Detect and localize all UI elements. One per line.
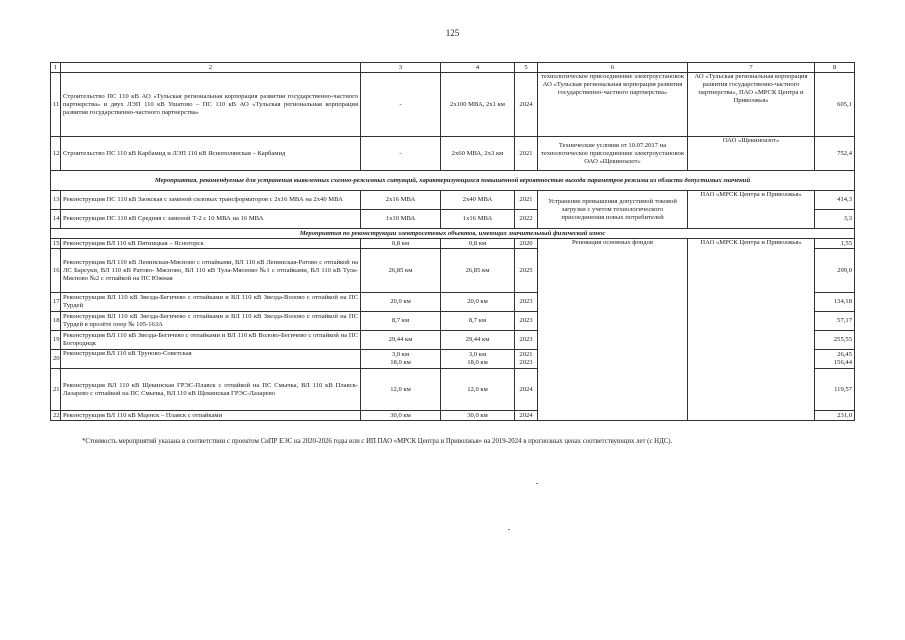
purpose: Реновация основных фондов — [538, 239, 688, 421]
measure-name: Реконструкция ВЛ 110 кВ Ленинская-Мясново с отпайками, ВЛ 110 кВ Ленинская-Ратово с отпайкой на ЛС Барсуки, ВЛ 110 кВ Ратово- Мясново, ВЛ 110 кВ Тула-Мясново №1 с отпайками, ВЛ 110 кВ Тула-Мясново №2 с отпайкой на ПС Южная — [61, 249, 361, 293]
column-header: 4 — [441, 63, 515, 73]
completion-year: 2023 — [515, 312, 538, 331]
completion-year: 2024 — [515, 411, 538, 421]
existing-capacity: 8,7 км — [361, 312, 441, 331]
purpose: Устранение превышения допустимой токовой загрузки с учетом технологического присоединения новых потребителей — [538, 191, 688, 229]
completion-year: 2024 — [515, 73, 538, 137]
footnote: *Стоимость мероприятий указана в соответствии с проектом СиПР ЕЭС на 2020-2026 годы или с ИП ПАО «МРСК Центра и Приволжья» на 2019-2024 в прогнозных ценах соответствующих лет (с НДС). — [82, 438, 673, 445]
scan-speck — [536, 483, 538, 484]
completion-year: 2024 — [515, 369, 538, 411]
cost: 414,3 — [815, 191, 855, 210]
responsible-org: ПАО «МРСК Центра и Приволжья» — [688, 191, 815, 229]
section-row — [51, 171, 855, 191]
completion-year: 2021 — [515, 191, 538, 210]
existing-capacity: - — [361, 73, 441, 137]
measure-name: Реконструкция ВЛ 110 кВ Звезда-Бегичево с отпайками и ВЛ 110 кВ Звезда-Волово с отпайкой на ПС Турдей в пролёте опор № 105-163А — [61, 312, 361, 331]
column-header: 7 — [688, 63, 815, 73]
measure-name: Реконструкция ВЛ 110 кВ Пятницкая – Ясногорск — [61, 239, 361, 249]
planned-capacity: 2х40 МВА — [441, 191, 515, 210]
cost: 134,18 — [815, 293, 855, 312]
column-header: 1 — [51, 63, 61, 73]
table-row — [51, 73, 855, 137]
row-number: 12 — [51, 137, 61, 171]
measure-name: Строительство ПС 110 кВ Карбамид и ЛЭП 110 кВ Яснополянская – Карбамид — [61, 137, 361, 171]
planned-capacity: 20,0 км — [441, 293, 515, 312]
measure-name: Реконструкция ВЛ 110 кВ Щекинская ГРЭС-Плавск с отпайкой на ПС Смычка, ВЛ 110 кВ Плавск-Лазарево с отпайкой на ПС Смычка, ВЛ 110 кВ Щекинская ГРЭС-Лазарево — [61, 369, 361, 411]
existing-capacity: 1х10 МВА — [361, 210, 441, 229]
measure-name: Реконструкция ПС 110 кВ Средняя с заменой Т-2 с 10 МВА на 16 МВА — [61, 210, 361, 229]
table-row — [51, 137, 855, 171]
existing-capacity: 20,0 км — [361, 293, 441, 312]
planned-capacity: 0,8 км — [441, 239, 515, 249]
section-row — [51, 229, 855, 239]
existing-capacity: 12,0 км — [361, 369, 441, 411]
measure-name: Реконструкция ВЛ 110 кВ Звезда-Бегичево с отпайками и ВЛ 110 кВ Звезда-Волово с отпайкой на ПС Турдей — [61, 293, 361, 312]
measure-name: Строительство ПС 110 кВ АО «Тульская региональная корпорация развития государственно-частного партнерства» и двух ЛЭП 110 кВ Ушатово – ПС 110 кВ АО «Тульская региональная корпорация развития государственно-частного партнерства» — [61, 73, 361, 137]
purpose: Технические условия от 10.07.2017 на технологическое присоединение электроустановок ОАО «Щекиноазот» — [538, 137, 688, 171]
column-header: 2 — [61, 63, 361, 73]
cost: 1,55 — [815, 239, 855, 249]
section-title: Мероприятия по реконструкции электросетевых объектов, имеющих значительный физический износ — [51, 229, 855, 239]
table-row — [51, 191, 855, 210]
planned-capacity: 12,0 км — [441, 369, 515, 411]
measure-name: Реконструкция ВЛ 110 кВ Труново-Советская — [61, 350, 361, 369]
row-number: 22 — [51, 411, 61, 421]
responsible-org: ПАО «МРСК Центра и Приволжья» — [688, 239, 815, 421]
row-number: 14 — [51, 210, 61, 229]
planned-capacity: 2х60 МВА, 2х3 км — [441, 137, 515, 171]
existing-capacity: 29,44 км — [361, 331, 441, 350]
cost: 26,45 156,44 — [815, 350, 855, 369]
cost: 299,0 — [815, 249, 855, 293]
cost: 3,3 — [815, 210, 855, 229]
row-number: 21 — [51, 369, 61, 411]
existing-capacity: - — [361, 137, 441, 171]
purpose: технологическое присоединение электроустановок АО «Тульская региональная корпорация развития государственно-частного партнерства» — [538, 73, 688, 137]
cost: 255,55 — [815, 331, 855, 350]
row-number: 11 — [51, 73, 61, 137]
cost: 231,0 — [815, 411, 855, 421]
completion-year: 2022 — [515, 210, 538, 229]
planned-capacity: 30,0 км — [441, 411, 515, 421]
row-number: 20 — [51, 350, 61, 369]
row-number: 16 — [51, 249, 61, 293]
completion-year: 2020 — [515, 239, 538, 249]
row-number: 15 — [51, 239, 61, 249]
scan-speck — [508, 529, 510, 530]
measures-table — [50, 62, 855, 421]
completion-year: 2021 — [515, 137, 538, 171]
planned-capacity: 29,44 км — [441, 331, 515, 350]
cost: 752,4 — [815, 137, 855, 171]
cost: 57,17 — [815, 312, 855, 331]
planned-capacity: 1х16 МВА — [441, 210, 515, 229]
existing-capacity: 2х16 МВА — [361, 191, 441, 210]
existing-capacity: 0,8 км — [361, 239, 441, 249]
page-number: 125 — [445, 28, 460, 38]
column-header: 3 — [361, 63, 441, 73]
existing-capacity: 30,0 км — [361, 411, 441, 421]
section-title: Мероприятия, рекомендуемые для устранения выявленных схемно-режимных ситуаций, характеризующихся повышенной вероятностью выхода параметров режима из области допустимых значений — [51, 171, 855, 191]
completion-year: 2023 — [515, 293, 538, 312]
planned-capacity: 3,0 км 18,0 км — [441, 350, 515, 369]
planned-capacity: 2х100 МВА, 2х1 км — [441, 73, 515, 137]
row-number: 17 — [51, 293, 61, 312]
completion-year: 2025 — [515, 249, 538, 293]
table-header-row — [51, 63, 855, 73]
planned-capacity: 8,7 км — [441, 312, 515, 331]
table-row — [51, 239, 855, 249]
row-number: 19 — [51, 331, 61, 350]
measure-name: Реконструкция ПС 110 кВ Заокская с заменой силовых трансформаторов с 2х16 МВА на 2х40 МВА — [61, 191, 361, 210]
row-number: 13 — [51, 191, 61, 210]
planned-capacity: 26,85 км — [441, 249, 515, 293]
measure-name: Реконструкция ВЛ 110 кВ Мценск – Плавск с отпайками — [61, 411, 361, 421]
column-header: 5 — [515, 63, 538, 73]
cost: 119,57 — [815, 369, 855, 411]
cost: 605,1 — [815, 73, 855, 137]
responsible-org: АО «Тульская региональная корпорация развития государственно-частного партнерства», ПАО «МРСК Центра и Приволжья» — [688, 73, 815, 137]
responsible-org: ОАО «Щекиноазот» — [688, 137, 815, 171]
row-number: 18 — [51, 312, 61, 331]
column-header: 6 — [538, 63, 688, 73]
existing-capacity: 3,0 км 18,0 км — [361, 350, 441, 369]
completion-year: 2021 2023 — [515, 350, 538, 369]
existing-capacity: 26,85 км — [361, 249, 441, 293]
completion-year: 2023 — [515, 331, 538, 350]
column-header: 8 — [815, 63, 855, 73]
measure-name: Реконструкция ВЛ 110 кВ Звезда-Бегичево с отпайками и ВЛ 110 кВ Волово-Бегичево с отпайкой на ПС Богородицк — [61, 331, 361, 350]
